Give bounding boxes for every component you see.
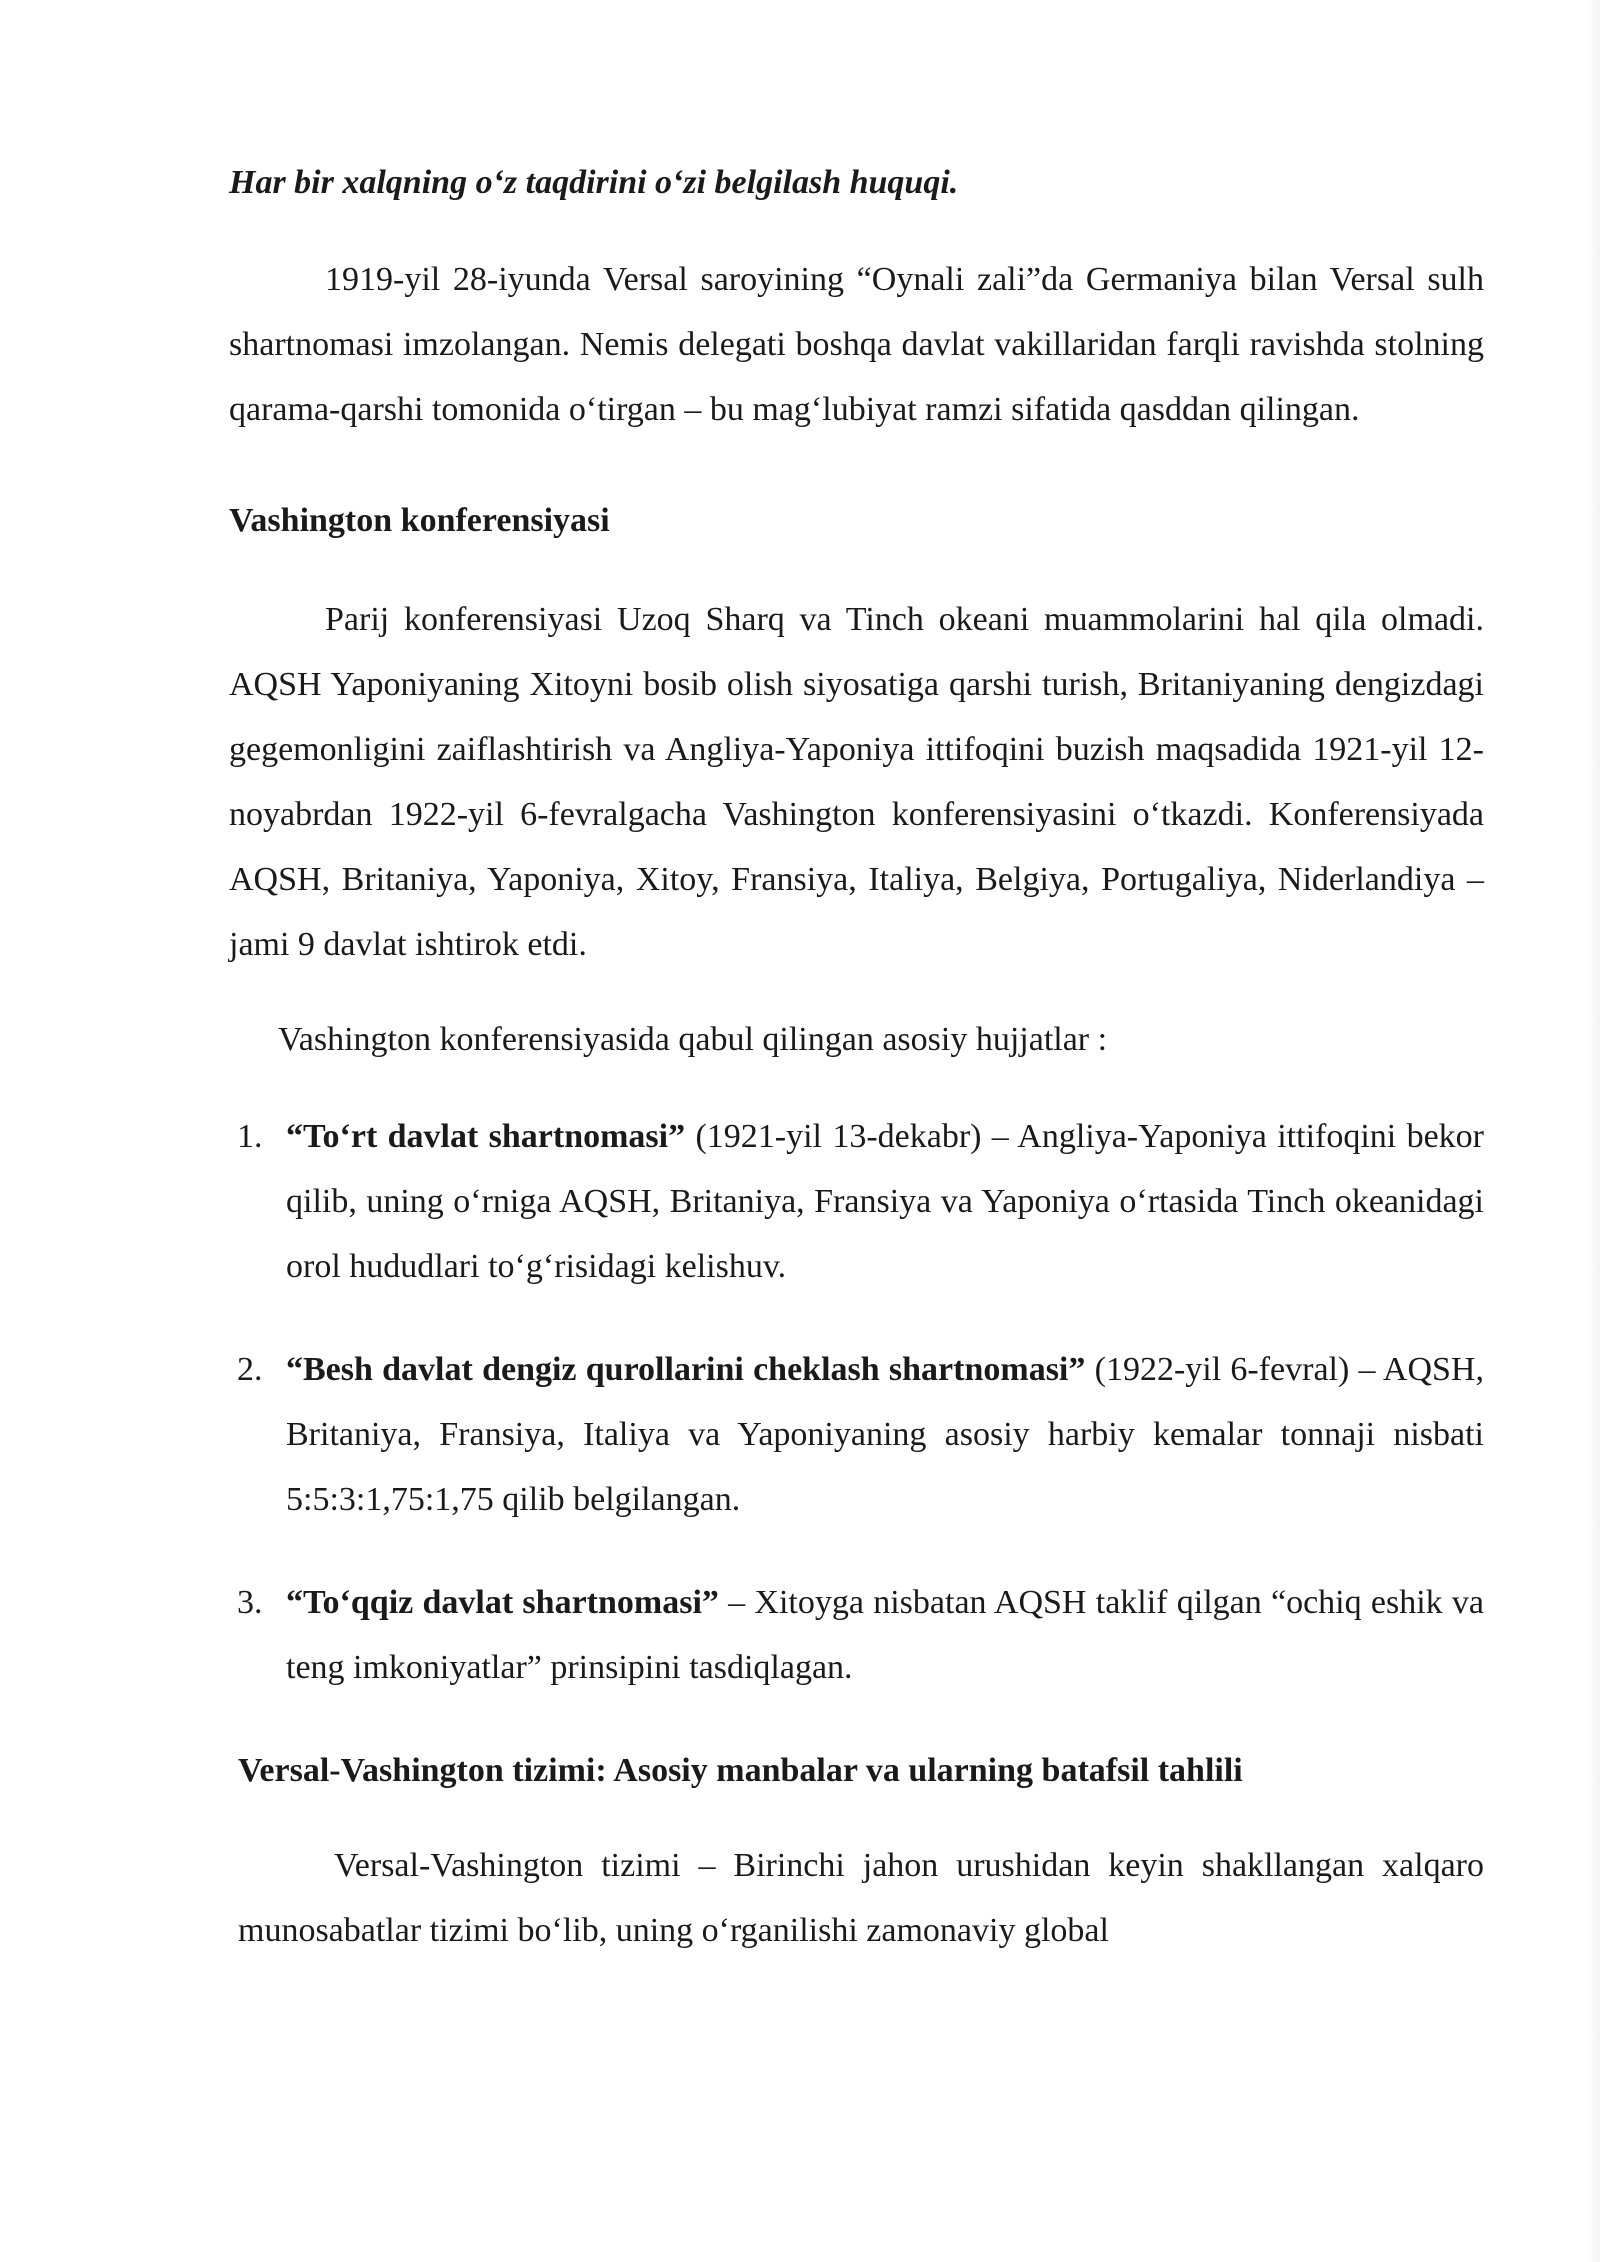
- list-item-title: “To‘rt davlat shartnomasi”: [286, 1118, 686, 1155]
- paragraph-versailles-washington-system: Versal-Vashington tizimi – Birinchi jahon urushidan keyin shakllangan xalqaro munosabatlar tizimi bo‘lib, uning o‘rganilishi zamonaviy global: [238, 1847, 1484, 1949]
- list-item-title: “Besh davlat dengiz qurollarini cheklash shartnomasi”: [286, 1351, 1086, 1388]
- document-body: [229, 150, 1484, 1963]
- list-item-number: 2.: [237, 1351, 263, 1388]
- paragraph-versailles: 1919-yil 28-iyunda Versal saroyining “Oynali zali”da Germaniya bilan Versal sulh shartnomasi imzolangan. Nemis delegati boshqa davlat vakillaridan farqli ravishda stolning qarama-qarshi tomonida o‘tirgan – bu mag‘lubiyat ramzi sifatida qasddan qilingan.: [229, 261, 1484, 428]
- list-item-text: (1921-yil 13-dekabr) – Angliya-Yaponiya ittifoqini bekor qilib, uning o‘rniga AQSH, Britaniya, Fransiya va Yaponiya o‘rtasida Tinch okeanidagi orol hududlari to‘g‘risidagi kelishuv.: [286, 1118, 1484, 1285]
- list-item-text: (1922-yil 6-fevral) – AQSH, Britaniya, Fransiya, Italiya va Yaponiyaning asosiy harbiy kemalar tonnaji nisbati 5:5:3:1,75:1,75 qilib belgilangan.: [286, 1351, 1484, 1518]
- paragraph-washington-conference: Parij konferensiyasi Uzoq Sharq va Tinch okeani muammolarini hal qila olmadi. AQSH Yaponiyaning Xitoyni bosib olish siyosatiga qarshi turish, Britaniyaning dengizdagi gegemonligini zaiflashtirish va Angliya-Yaponiya ittifoqini buzish maqsadida 1921-yil 12-noyabrdan 1922-yil 6-fevralgacha Vashington konferensiyasini o‘tkazdi. Konferensiyada AQSH, Britaniya, Yaponiya, Xitoy, Fransiya, Italiya, Belgiya, Portugaliya, Niderlandiya – jami 9 davlat ishtirok etdi.: [229, 601, 1484, 963]
- list-item: [229, 1104, 1484, 1299]
- documents-list: [229, 1104, 1484, 1700]
- document-title: Har bir xalqning o‘z taqdirini o‘zi belgilash huquqi.: [229, 164, 959, 201]
- list-item-number: 3.: [237, 1584, 263, 1621]
- heading-washington-conference: Vashington konferensiyasi: [229, 502, 610, 539]
- list-item-number: 1.: [237, 1118, 263, 1155]
- heading-versailles-washington-system: Versal-Vashington tizimi: Asosiy manbalar va ularning batafsil tahlili: [238, 1752, 1243, 1789]
- page-edge-shadow: [1586, 0, 1600, 2262]
- documents-list-intro: Vashington konferensiyasida qabul qilingan asosiy hujjatlar :: [278, 1021, 1108, 1058]
- list-item: [229, 1570, 1484, 1700]
- list-item-title: “To‘qqiz davlat shartnomasi”: [286, 1584, 719, 1621]
- list-item: [229, 1337, 1484, 1532]
- list-item-text: – Xitoyga nisbatan AQSH taklif qilgan “ochiq eshik va teng imkoniyatlar” prinsipini tasdiqlagan.: [286, 1584, 1485, 1686]
